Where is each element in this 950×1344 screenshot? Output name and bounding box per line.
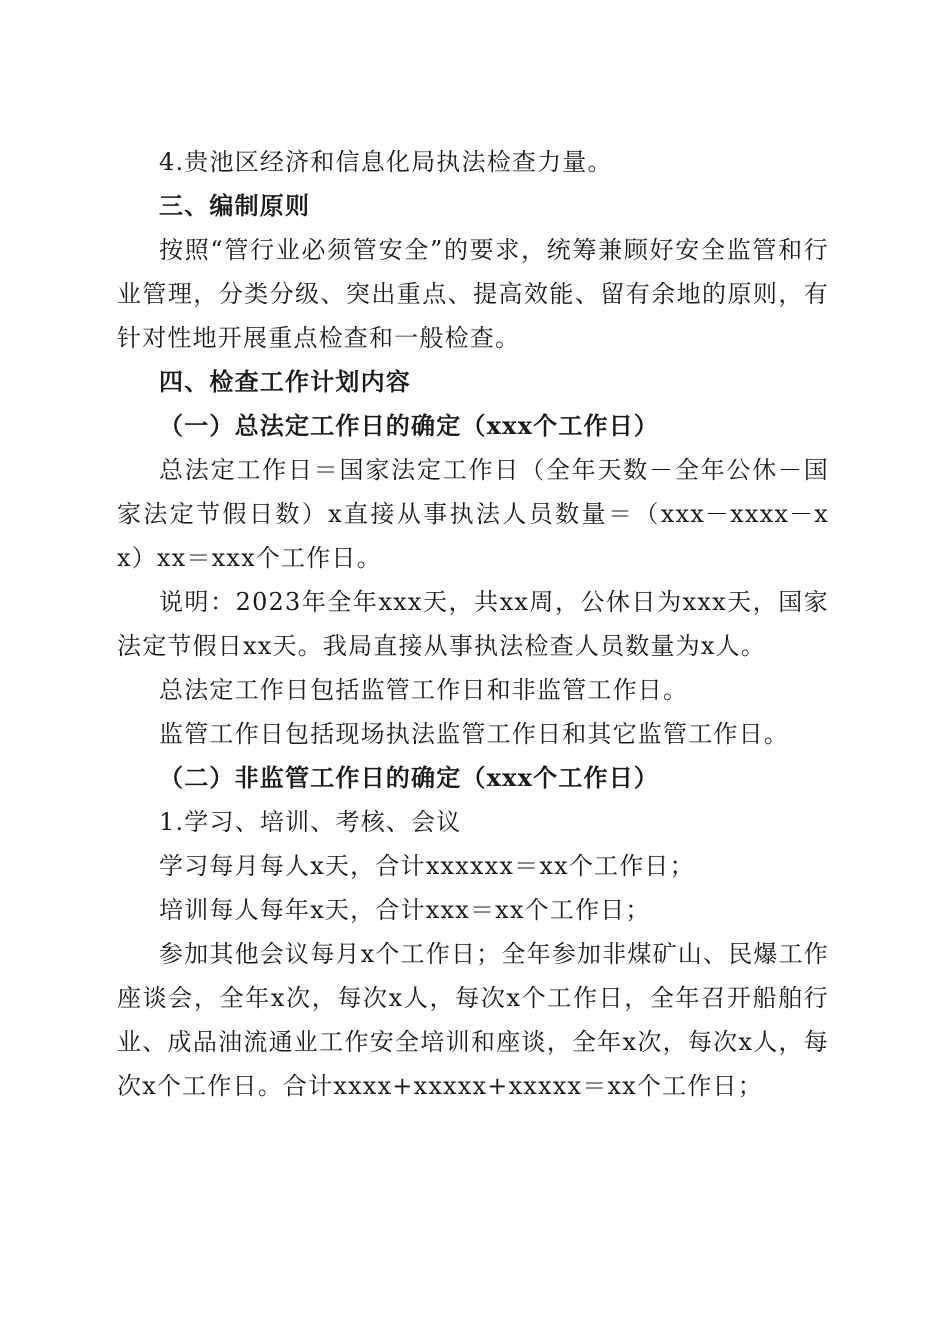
paragraph-explanation: 说明：2023年全年xxx天，共xx周，公休日为xxx天，国家法定节假日xx天。我局直接从事执法检查人员数量为x人。 [117,588,829,660]
paragraph-total-workdays-includes: 总法定工作日包括监管工作日和非监管工作日。 [159,676,689,704]
section-heading-principles: 三、编制原则 [159,192,311,220]
subsection-heading-total-workdays: （一）总法定工作日的确定（xxx个工作日） [159,411,660,440]
paragraph-meetings: 参加其他会议每月x个工作日；全年参加非煤矿山、民爆工作座谈会，全年x次，每次x人，每次x个工作日，全年召开船舶行业、成品油流通业工作安全培训和座谈，全年x次，每次x人，每次x个工作日。合计xxxx+xxxxx+xxxxx＝xx个工作日； [117,940,829,1100]
subsection-heading-non-supervision-workdays: （二）非监管工作日的确定（xxx个工作日） [159,763,660,792]
paragraph-enforcement-force: 4.贵池区经济和信息化局执法检查力量。 [159,148,613,176]
paragraph-study: 学习每月每人x天，合计xxxxxx＝xx个工作日； [159,852,695,880]
list-item-study-training: 1.学习、培训、考核、会议 [159,808,462,836]
paragraph-supervision-workdays-includes: 监管工作日包括现场执法监管工作日和其它监管工作日。 [159,720,789,748]
paragraph-training: 培训每人每年x天，合计xxx＝xx个工作日； [159,896,651,924]
paragraph-total-workdays-formula: 总法定工作日＝国家法定工作日（全年天数－全年公休－国家法定节假日数）x直接从事执法人员数量＝（xxx－xxxx－xx）xx＝xxx个工作日。 [117,456,829,572]
document-body [117,140,829,1108]
section-heading-plan-content: 四、检查工作计划内容 [159,368,411,396]
paragraph-principles: 按照“管行业必须管安全”的要求，统筹兼顾好安全监管和行业管理，分类分级、突出重点、提高效能、留有余地的原则，有针对性地开展重点检查和一般检查。 [117,236,829,352]
